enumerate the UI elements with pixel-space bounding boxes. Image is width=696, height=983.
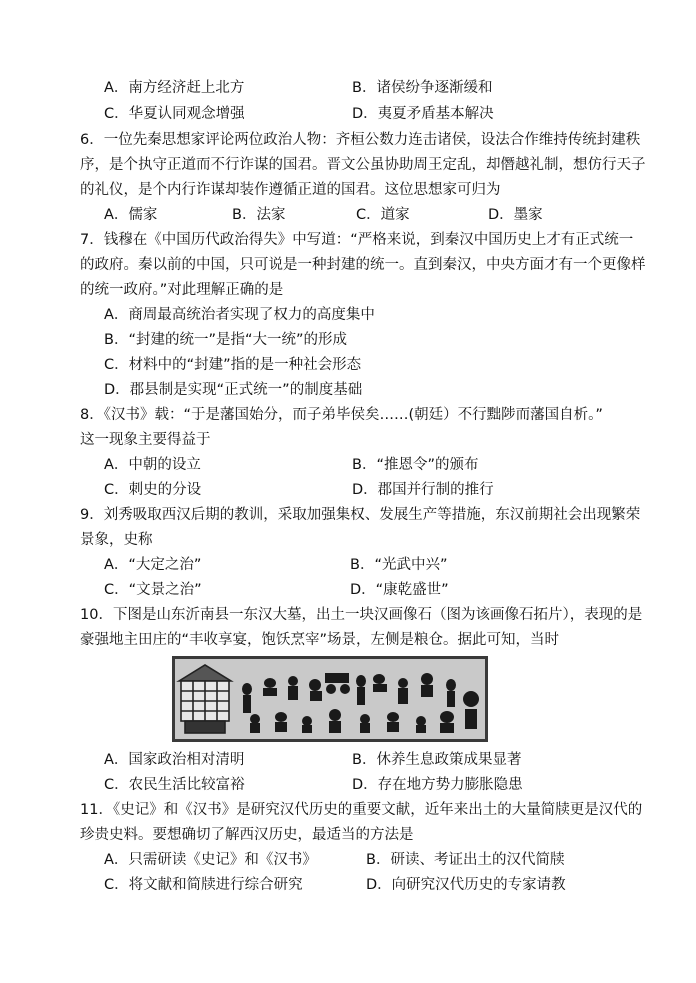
q9-option-d: D．“康乾盛世”	[350, 582, 449, 598]
q5-option-b: B．诸侯纷争逐渐缓和	[352, 80, 493, 96]
q8-stem-line-2: 这一现象主要得益于	[80, 432, 211, 448]
q8-option-d: D．郡国并行制的推行	[352, 482, 494, 498]
han-stone-relief-rubbing-image	[172, 656, 488, 742]
q11-stem-line-1: 11．《史记》和《汉书》是研究汉代历史的重要文献，近年来出土的大量简牍更是汉代的	[80, 802, 643, 818]
q6-option-b: B．法家	[232, 207, 286, 223]
q11-option-d: D．向研究汉代历史的专家请教	[366, 877, 566, 893]
q7-stem-line-3: 的统一政府。”对此理解正确的是	[80, 282, 284, 298]
q11-stem-line-2: 珍贵史料。要想确切了解西汉历史，最适当的方法是	[80, 827, 414, 843]
q5-option-c: C．华夏认同观念增强	[104, 106, 245, 122]
q5-option-a: A．南方经济赶上北方	[104, 80, 245, 96]
q6-stem-line-3: 的礼仪，是个内行诈谋却装作遵循正道的国君。这位思想家可归为	[80, 182, 501, 198]
q9-stem-line-2: 景象，史称	[80, 532, 153, 548]
q6-option-c: C．道家	[356, 207, 410, 223]
q9-option-b: B．“光武中兴”	[350, 557, 448, 573]
q11-option-a: A．只需研读《史记》和《汉书》	[104, 852, 317, 868]
q10-option-a: A．国家政治相对清明	[104, 752, 245, 768]
q11-option-b: B．研读、考证出土的汉代简牍	[366, 852, 565, 868]
q10-option-b: B．休养生息政策成果显著	[352, 752, 522, 768]
q9-option-c: C．“文景之治”	[104, 582, 202, 598]
q8-option-c: C．刺史的分设	[104, 482, 202, 498]
q6-option-a: A．儒家	[104, 207, 158, 223]
q11-option-c: C．将文献和简牍进行综合研究	[104, 877, 303, 893]
q7-option-d: D．郡县制是实现“正式统一”的制度基础	[104, 382, 363, 398]
q5-option-d: D．夷夏矛盾基本解决	[352, 106, 494, 122]
q10-option-c: C．农民生活比较富裕	[104, 777, 245, 793]
q7-stem-line-2: 的政府。秦以前的中国，只可说是一种封建的统一。直到秦汉，中央方面才有一个更像样	[80, 257, 646, 273]
q7-stem-line-1: 7．钱穆在《中国历代政治得失》中写道：“严格来说，到秦汉中国历史上才有正式统一	[80, 232, 634, 248]
q7-option-b: B．“封建的统一”是指“大一统”的形成	[104, 332, 347, 348]
q10-stem-line-1: 10．下图是山东沂南县一东汉大墓，出土一块汉画像石（图为该画像石拓片），表现的是	[80, 607, 643, 623]
q6-stem-line-2: 序，是个执守正道而不行诈谋的国君。晋文公虽协助周王定乱，却僭越礼制，想仿行天子	[80, 157, 646, 173]
q9-option-a: A．“大定之治”	[104, 557, 202, 573]
q7-option-c: C．材料中的“封建”指的是一种社会形态	[104, 357, 362, 373]
q6-option-d: D．墨家	[488, 207, 543, 223]
q6-stem-line-1: 6．一位先秦思想家评论两位政治人物：齐桓公数力连击诸侯，设法合作维持传统封建秩	[80, 132, 641, 148]
q8-stem-line-1: 8．《汉书》载：“于是藩国始分，而子弟毕侯矣……(朝廷）不行黜陟而藩国自析。”	[80, 407, 603, 423]
q9-stem-line-1: 9．刘秀吸取西汉后期的教训，采取加强集权、发展生产等措施，东汉前期社会出现繁荣	[80, 507, 641, 523]
q10-stem-line-2: 豪强地主田庄的“丰收享宴，饱饫烹宰”场景，左侧是粮仓。据此可知，当时	[80, 632, 560, 648]
q8-option-b: B．“推恩令”的颁布	[352, 457, 479, 473]
q8-option-a: A．中朝的设立	[104, 457, 201, 473]
rubbing-illustration	[175, 659, 485, 739]
q10-option-d: D．存在地方势力膨胀隐患	[352, 777, 523, 793]
q7-option-a: A．商周最高统治者实现了权力的高度集中	[104, 307, 375, 323]
